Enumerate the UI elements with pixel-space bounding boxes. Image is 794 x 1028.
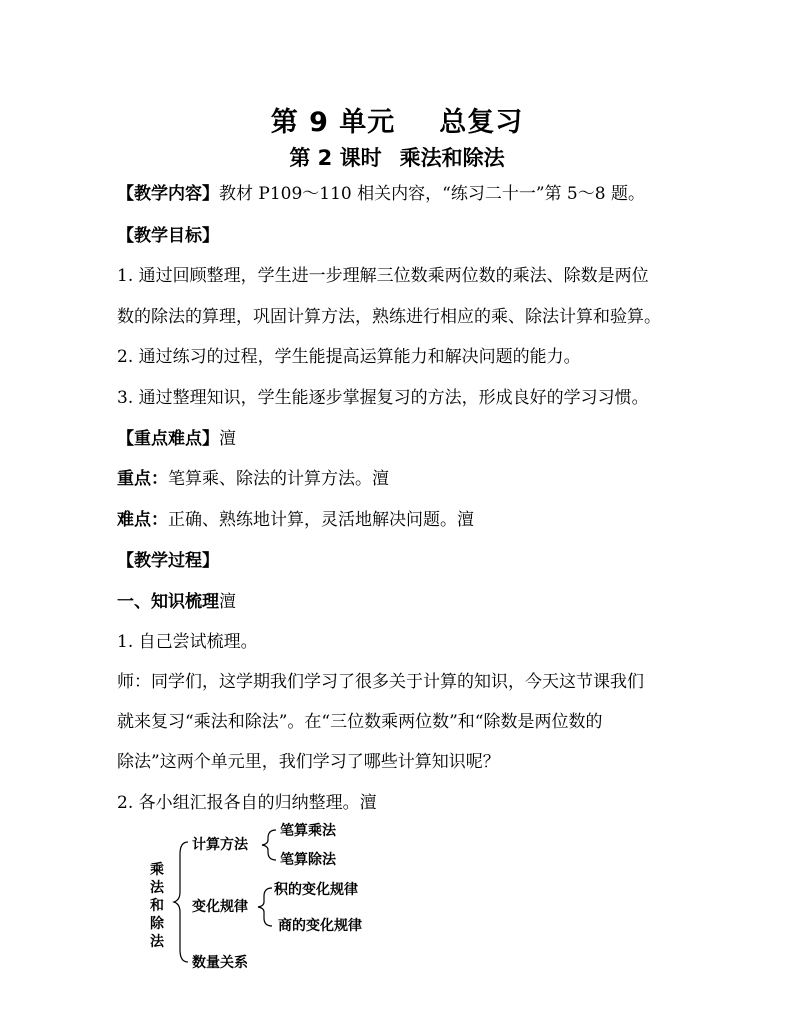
teacher-line: 就来复习“乘法和除法”。在“三位数乘两位数”和“除数是两位数的: [117, 712, 603, 732]
watermark-glyph: 澶: [219, 429, 236, 449]
branch-quantity-relation: 数量关系: [192, 955, 248, 971]
root-char: 乘: [150, 862, 164, 878]
leaf-product-rule: 积的变化规律: [274, 882, 358, 898]
lesson-subtitle: [0, 142, 794, 172]
teacher-line: 除法”这两个单元里，我们学习了哪些计算知识呢？: [117, 752, 500, 772]
step-line: 1. 自己尝试梳理。: [117, 632, 258, 652]
teaching-content: [117, 182, 645, 206]
step-line: [117, 791, 377, 815]
unit-name: 总复习: [439, 107, 524, 138]
section-title: 一、知识梳理: [117, 592, 219, 612]
watermark-glyph: 澶: [457, 510, 474, 530]
goal-line: 2. 通过练习的过程，学生能提高运算能力和解决问题的能力。: [117, 347, 581, 367]
page-title: [0, 100, 794, 139]
calc-brace: [262, 830, 276, 860]
difficulty-line: [117, 508, 474, 532]
leaf-written-division: 笔算除法: [280, 852, 336, 868]
step-text: 2. 各小组汇报各自的归纳整理。: [117, 793, 360, 813]
lesson-number: 第 2 课时: [289, 146, 382, 170]
lesson-topic: 乘法和除法: [399, 146, 505, 170]
difficulty-text: 正确、熟练地计算，灵活地解决问题。: [168, 510, 457, 530]
leaf-quotient-rule: 商的变化规律: [278, 918, 362, 934]
knowledge-tree-diagram: [140, 818, 400, 978]
unit-label: 第 9 单元: [270, 107, 396, 138]
goal-line: 1. 通过回顾整理，学生进一步理解三位数乘两位数的乘法、除数是两位: [117, 266, 649, 286]
watermark-glyph: 澶: [219, 592, 236, 612]
focus-text: 笔算乘、除法的计算方法。: [168, 469, 372, 489]
rules-brace: [258, 888, 272, 926]
difficulty-label: 难点：: [117, 510, 168, 530]
process-heading: 【教学过程】: [117, 551, 219, 571]
root-char: 除: [150, 916, 164, 932]
root-char: 法: [150, 934, 164, 950]
focus-line: [117, 467, 389, 491]
root-char: 法: [150, 880, 164, 896]
focus-label: 重点：: [117, 469, 168, 489]
branch-calc-method: 计算方法: [192, 837, 248, 853]
root-char: 和: [150, 898, 164, 914]
teacher-line: 师：同学们，这学期我们学习了很多关于计算的知识，今天这节课我们: [117, 672, 644, 692]
goal-line: 3. 通过整理知识，学生能逐步掌握复习的方法，形成良好的学习习惯。: [117, 388, 649, 408]
section-heading: [117, 590, 236, 614]
watermark-glyph: 澶: [359, 793, 377, 813]
content-label: 【教学内容】: [117, 184, 219, 204]
keypoints-label: 【重点难点】: [117, 429, 219, 449]
content-text: 教材 P109～110 相关内容，“练习二十一”第 5～8 题。: [219, 184, 645, 204]
tree-root: [150, 861, 165, 950]
root-brace: [174, 842, 188, 962]
watermark-glyph: 澶: [372, 469, 389, 489]
branch-change-rules: 变化规律: [192, 899, 248, 915]
leaf-written-multiplication: 笔算乘法: [280, 823, 336, 839]
goals-heading: 【教学目标】: [117, 226, 219, 246]
goal-line: 数的除法的算理，巩固计算方法，熟练进行相应的乘、除法计算和验算。: [117, 307, 661, 327]
keypoints-heading: [117, 427, 236, 451]
